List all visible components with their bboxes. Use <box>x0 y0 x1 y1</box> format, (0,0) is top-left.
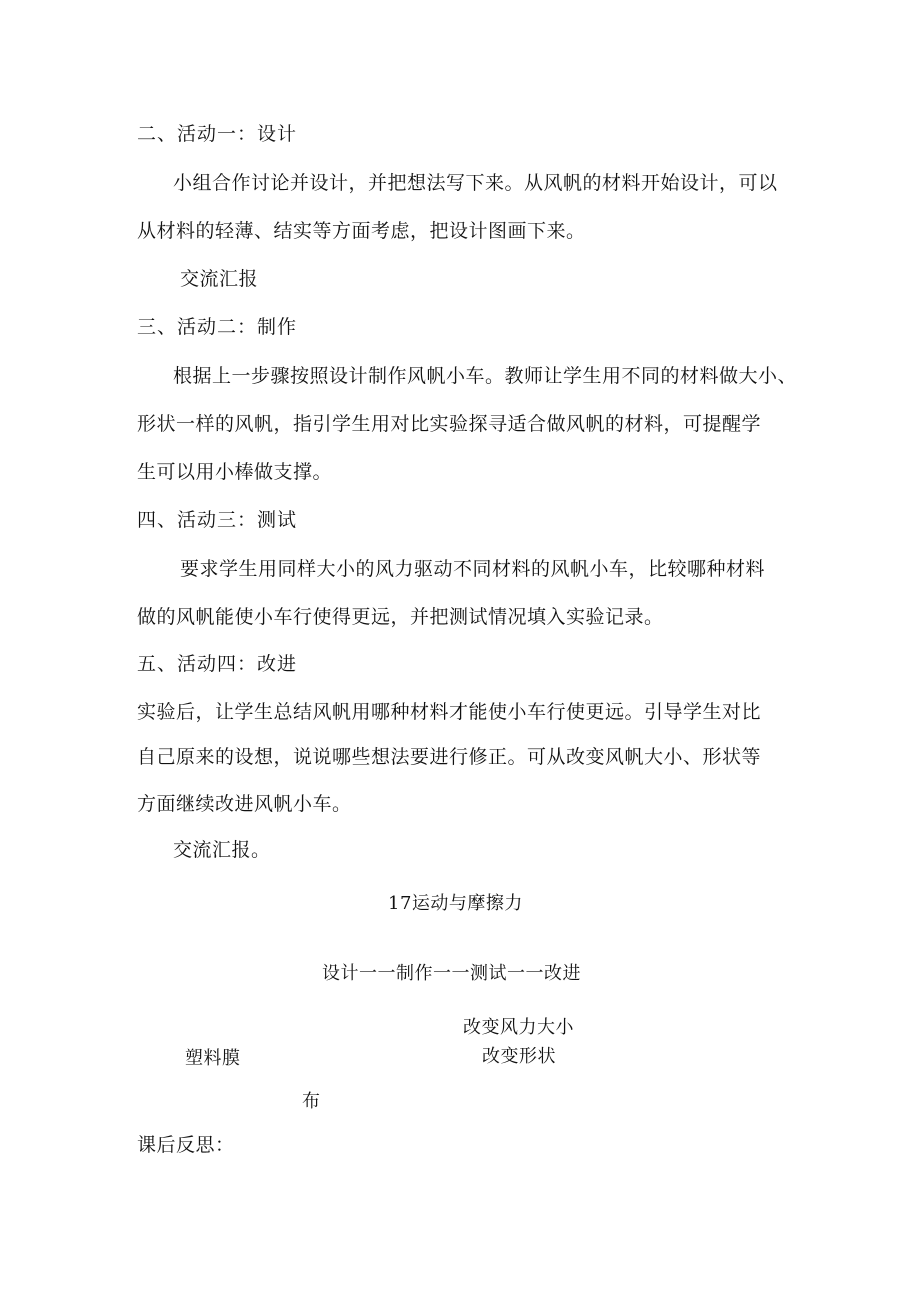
report-label: 交流汇报 <box>180 268 259 290</box>
section-heading-activity-3: 四、活动三：测试 <box>137 509 298 531</box>
section-heading-activity-1: 二、活动一：设计 <box>137 123 298 145</box>
reflection-label: 课后反思： <box>137 1134 235 1156</box>
board-design-plastic: 塑料膜 <box>185 1048 241 1069</box>
paragraph-line: 形状一样的风帆，指引学生用对比实验探寻适合做风帆的材料，可提醒学 <box>137 413 762 435</box>
paragraph-line: 自己原来的设想，说说哪些想法要进行修正。可从改变风帆大小、形状等 <box>137 746 762 768</box>
paragraph-line: 方面继续改进风帆小车。 <box>137 793 352 815</box>
paragraph-line: 从材料的轻薄、结实等方面考虑，把设计图画下来。 <box>137 220 586 242</box>
paragraph-line: 做的风帆能使小车行使得更远，并把测试情况填入实验记录。 <box>137 606 664 628</box>
board-design-flow: 设计一一制作一一测试一一改进 <box>322 963 581 984</box>
section-heading-activity-4: 五、活动四：改进 <box>137 653 298 675</box>
paragraph-line: 生可以用小棒做支撑。 <box>137 461 333 483</box>
paragraph-line: 根据上一步骤按照设计制作风帆小车。教师让学生用不同的材料做大小、 <box>173 365 798 387</box>
board-design-title: 17运动与摩擦力 <box>388 893 523 914</box>
board-design-change-wind: 改变风力大小 <box>463 1017 574 1038</box>
paragraph-line: 实验后，让学生总结风帆用哪种材料才能使小车行使更远。引导学生对比 <box>137 701 762 723</box>
report-label: 交流汇报。 <box>173 839 271 861</box>
board-design-cloth: 布 <box>302 1091 321 1112</box>
paragraph-line: 小组合作讨论并设计，并把想法写下来。从风帆的材料开始设计，可以 <box>173 172 778 194</box>
paragraph-line: 要求学生用同样大小的风力驱动不同材料的风帆小车，比较哪种材料 <box>180 558 766 580</box>
board-design-change-shape: 改变形状 <box>482 1046 556 1067</box>
section-heading-activity-2: 三、活动二：制作 <box>137 316 298 338</box>
